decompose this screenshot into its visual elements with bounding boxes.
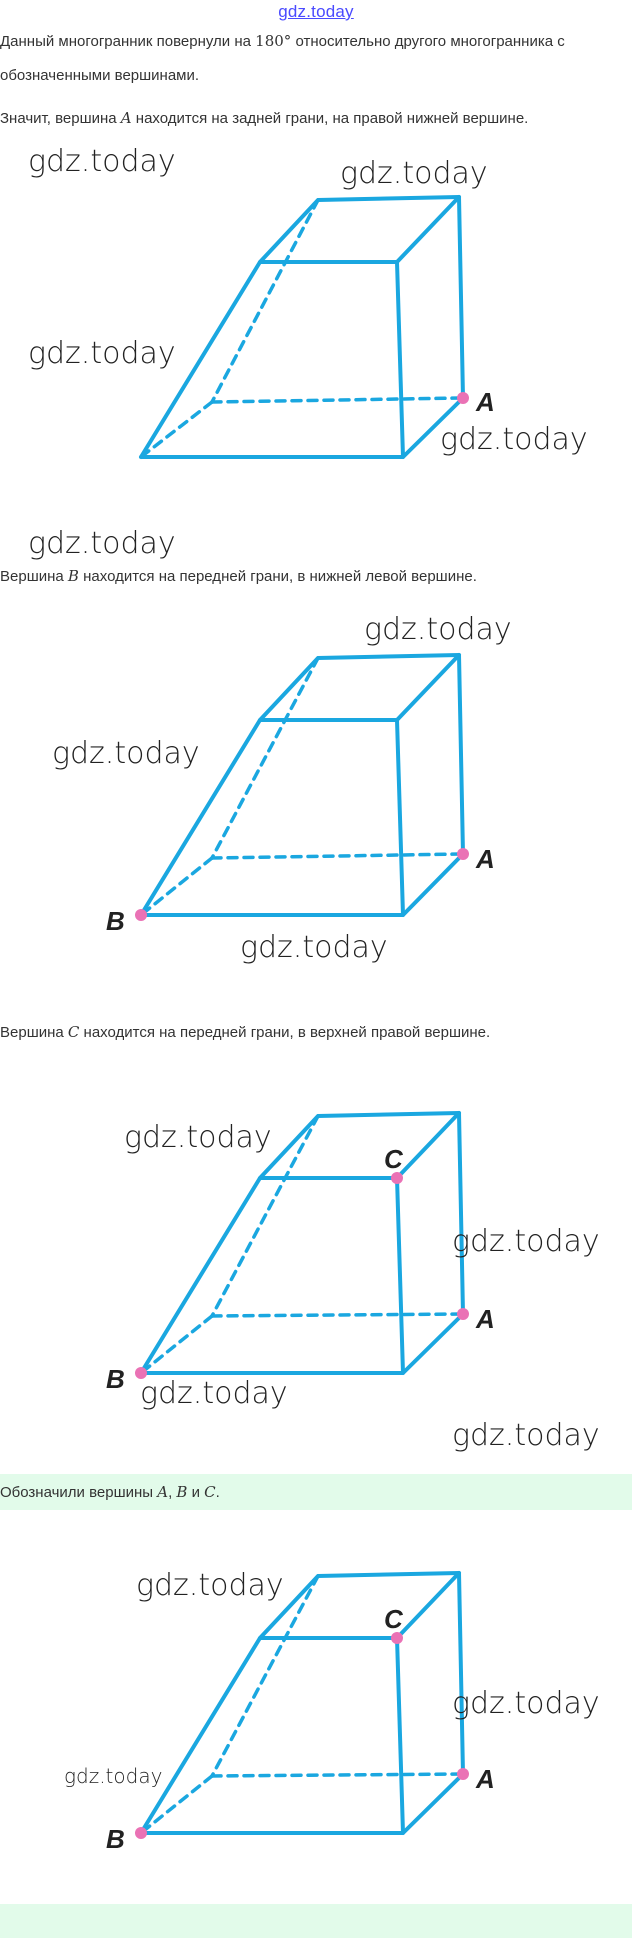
top-edge [397, 1113, 459, 1178]
hidden-edge [212, 854, 463, 858]
vertex-c-label: C [384, 1604, 403, 1634]
top-edge [397, 1573, 459, 1638]
text-fragment: , [168, 1484, 177, 1501]
watermark: gdz.today [64, 1764, 163, 1788]
watermark: gdz.today [452, 1418, 600, 1453]
paragraph-vertex-c [0, 1015, 632, 1050]
paragraph-rotation [0, 24, 632, 93]
math-var-a: A [157, 1483, 169, 1501]
vertex-b-label: B [106, 1364, 125, 1394]
math-var-b: B [67, 567, 79, 585]
watermark: gdz.today [340, 156, 488, 191]
watermark: gdz.today [136, 1568, 284, 1603]
math-angle: 180° [255, 32, 292, 50]
watermark: gdz.today [52, 736, 200, 771]
paragraph-vertices-marked [0, 1475, 632, 1510]
text-fragment: находится на передней грани, в верхней правой вершине. [79, 1024, 491, 1041]
paragraph-vertex-b [0, 559, 632, 594]
top-edge [397, 655, 459, 720]
hidden-edge [212, 1774, 463, 1776]
math-var-b: B [176, 1483, 188, 1501]
vertex-b-point [135, 1827, 147, 1839]
math-var-a: A [120, 109, 132, 127]
highlight-block-bottom [0, 1904, 632, 1938]
watermark: gdz.today [28, 144, 176, 179]
visible-edges [141, 1573, 463, 1833]
text-fragment: находится на передней грани, в нижней левой вершине. [78, 568, 477, 585]
watermark: gdz.today [240, 930, 388, 965]
hidden-edge [212, 658, 318, 858]
back-edges [260, 1573, 463, 1833]
vertex-b-point [135, 909, 147, 921]
text-fragment: Данный многогранник повернули на [0, 33, 256, 50]
watermark: gdz.today [452, 1686, 600, 1721]
watermark: gdz.today [452, 1224, 600, 1259]
vertex-a-label: A [476, 387, 495, 417]
hidden-edges [141, 1576, 463, 1833]
text-fragment: . [215, 1484, 220, 1501]
hidden-edge [212, 200, 318, 402]
site-link[interactable]: gdz.today [278, 2, 354, 21]
vertex-a-point [457, 848, 469, 860]
back-edges [260, 1113, 463, 1373]
top-edge [397, 197, 459, 262]
hidden-edge [141, 402, 212, 457]
text-fragment: и [187, 1484, 205, 1501]
hidden-edges [141, 200, 463, 457]
vertex-a-label: A [476, 844, 495, 874]
math-var-c: C [67, 1023, 80, 1041]
visible-edges [141, 655, 463, 915]
vertex-a-point [457, 392, 469, 404]
hidden-edge [141, 1316, 212, 1373]
vertex-b-label: B [106, 1824, 125, 1854]
hidden-edge [212, 1576, 318, 1776]
front-face [141, 1178, 403, 1373]
polyhedron-figure-2 [0, 608, 632, 938]
hidden-edge [141, 858, 212, 915]
vertex-a-label: A [476, 1304, 495, 1334]
paragraph-vertex-a [0, 101, 632, 136]
vertex-b-label: B [106, 906, 125, 936]
vertex-c-label: C [384, 1144, 403, 1174]
watermark: gdz.today [440, 422, 588, 457]
text-fragment: Вершина [0, 1024, 68, 1041]
vertex-a-point [457, 1308, 469, 1320]
watermark: gdz.today [140, 1376, 288, 1411]
hidden-edges [141, 658, 463, 915]
text-fragment: относительно другого многогранника с обозначенными вершинами. [0, 33, 565, 84]
watermark: gdz.today [124, 1120, 272, 1155]
math-var-c: C [204, 1483, 216, 1501]
text-fragment: Значит, вершина [0, 110, 121, 127]
watermark: gdz.today [28, 526, 176, 561]
visible-edges [141, 197, 463, 457]
hidden-edge [212, 398, 463, 402]
text-fragment: Обозначили вершины [0, 1484, 158, 1501]
text-fragment: находится на задней грани, на правой нижней вершине. [131, 110, 529, 127]
vertex-a-label: A [476, 1764, 495, 1794]
back-edges [260, 197, 463, 457]
hidden-edge [212, 1314, 463, 1316]
back-edges [260, 655, 463, 915]
watermark: gdz.today [364, 612, 512, 647]
watermark: gdz.today [28, 336, 176, 371]
front-face [141, 1638, 403, 1833]
vertex-a-point [457, 1768, 469, 1780]
text-fragment: Вершина [0, 568, 68, 585]
